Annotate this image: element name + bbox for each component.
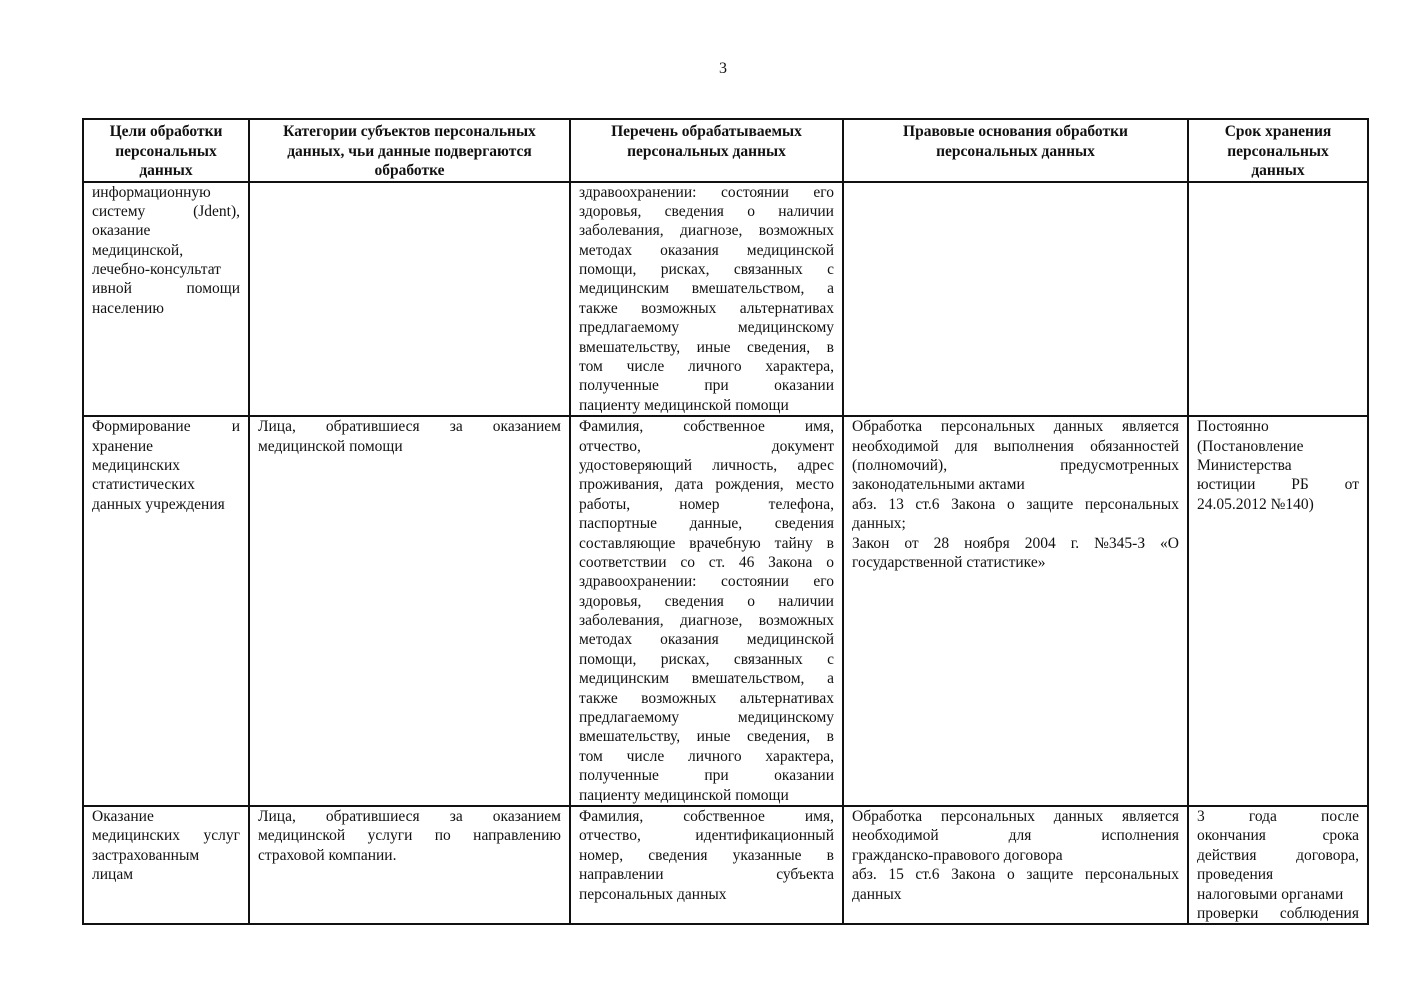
cell-legal-basis bbox=[843, 416, 1188, 806]
text-line: здоровья, сведения о наличии bbox=[579, 202, 834, 220]
text-line: информационную bbox=[92, 183, 211, 201]
text-line: соответствии со ст. 46 Закона о bbox=[579, 553, 834, 571]
cell-data-list bbox=[570, 806, 843, 924]
table-header-row bbox=[83, 119, 1368, 182]
text-line: данных, чьи данные подвергаются bbox=[287, 142, 532, 160]
text-line: ивной помощи bbox=[92, 280, 240, 298]
text-line: Фамилия, собственное имя, bbox=[579, 808, 834, 825]
text-line: данных bbox=[1251, 162, 1305, 179]
text-line: (Постановление bbox=[1197, 437, 1304, 455]
text-line: отчество, документ bbox=[579, 437, 834, 455]
cell-legal-basis bbox=[843, 182, 1188, 417]
text-line: персональных bbox=[1227, 142, 1329, 160]
header-data-list bbox=[570, 119, 843, 182]
text-line: статистических bbox=[92, 476, 195, 494]
text-line: Формирование и bbox=[92, 418, 240, 436]
text-line: действия договора, bbox=[1197, 846, 1359, 864]
cell-purpose bbox=[83, 416, 249, 806]
text-line: лицам bbox=[92, 866, 134, 884]
cell-purpose bbox=[83, 182, 249, 417]
cell-data-list bbox=[570, 416, 843, 806]
text-line: 3 года после bbox=[1197, 808, 1359, 825]
text-line: налоговыми органами bbox=[1197, 885, 1344, 903]
cell-subjects bbox=[249, 806, 570, 924]
text-line: персональных данных bbox=[936, 142, 1095, 160]
text-line: предлагаемому медицинскому bbox=[579, 319, 834, 337]
text-line: 24.05.2012 №140) bbox=[1197, 495, 1314, 513]
text-line: данных учреждения bbox=[92, 495, 225, 513]
text-line: систему (Jdent), bbox=[92, 202, 240, 220]
table-row bbox=[83, 806, 1368, 924]
header-purpose bbox=[83, 119, 249, 182]
text-line: работы, номер телефона, bbox=[579, 495, 834, 513]
text-line: государственной статистике» bbox=[852, 553, 1046, 571]
text-line: медицинских bbox=[92, 456, 181, 474]
text-line: лечебно-консультат bbox=[92, 261, 221, 279]
personal-data-table bbox=[82, 118, 1369, 925]
text-line: здравоохранении: состоянии его bbox=[579, 183, 834, 201]
text-line: Перечень обрабатываемых bbox=[611, 123, 802, 140]
cell-subjects bbox=[249, 182, 570, 417]
page-number: 3 bbox=[719, 60, 727, 77]
text-line: медицинской помощи bbox=[258, 437, 403, 455]
text-line: застрахованным bbox=[92, 846, 200, 864]
text-line: удостоверяющий личность, адрес bbox=[579, 456, 834, 474]
table-row bbox=[83, 182, 1368, 417]
text-line: оказание bbox=[92, 222, 151, 240]
text-line: данных bbox=[139, 162, 193, 179]
text-line: помощи, рисках, связанных с bbox=[579, 650, 834, 668]
text-line: юстиции РБ от bbox=[1197, 476, 1359, 494]
header-legal-basis bbox=[843, 119, 1188, 182]
text-line: методах оказания медицинской bbox=[579, 631, 834, 649]
text-line: Закон от 28 ноября 2004 г. №345-З «О bbox=[852, 534, 1179, 552]
text-line: гражданско-правового договора bbox=[852, 846, 1063, 864]
cell-subjects bbox=[249, 416, 570, 806]
text-line: абз. 15 ст.6 Закона о защите персональных bbox=[852, 866, 1179, 884]
text-line: персональных данных bbox=[579, 885, 727, 903]
text-line: проведения bbox=[1197, 866, 1274, 884]
text-line: обработке bbox=[374, 162, 445, 179]
cell-retention bbox=[1188, 806, 1368, 924]
text-line: вмешательству, иные сведения, в bbox=[579, 728, 834, 746]
header-retention bbox=[1188, 119, 1368, 182]
text-line: том числе личного характера, bbox=[579, 747, 834, 765]
text-line: необходимой для выполнения обязанностей bbox=[852, 437, 1179, 455]
text-line: персональных данных bbox=[627, 142, 786, 160]
text-line: номер, сведения указанные в bbox=[579, 846, 834, 864]
text-line: Обработка персональных данных является bbox=[852, 418, 1179, 436]
text-line: проверки соблюдения bbox=[1197, 904, 1359, 922]
text-line: Фамилия, собственное имя, bbox=[579, 418, 834, 436]
text-line: Министерства bbox=[1197, 456, 1292, 474]
text-line: также возможных альтернативах bbox=[579, 689, 834, 707]
text-line: здоровья, сведения о наличии bbox=[579, 592, 834, 610]
text-line: данных bbox=[852, 885, 902, 903]
text-line: Лица, обратившиеся за оказанием bbox=[258, 808, 561, 825]
text-line: страховой компании. bbox=[258, 846, 397, 864]
text-line: Оказание bbox=[92, 808, 154, 825]
text-line: Лица, обратившиеся за оказанием bbox=[258, 418, 561, 436]
text-line: паспортные данные, сведения bbox=[579, 515, 834, 533]
text-line: предлагаемому медицинскому bbox=[579, 709, 834, 727]
text-line: составляющие врачебную тайну в bbox=[579, 534, 834, 552]
text-line: пациенту медицинской помощи bbox=[579, 396, 789, 414]
text-line: Постоянно bbox=[1197, 418, 1269, 436]
text-line: медицинским вмешательством, а bbox=[579, 280, 834, 298]
cell-purpose bbox=[83, 806, 249, 924]
text-line: Обработка персональных данных является bbox=[852, 808, 1179, 825]
text-line: пациенту медицинской помощи bbox=[579, 786, 789, 804]
text-line: необходимой для исполнения bbox=[852, 827, 1179, 845]
header-subjects bbox=[249, 119, 570, 182]
text-line: Цели обработки bbox=[109, 123, 223, 140]
text-line: хранение bbox=[92, 437, 154, 455]
text-line: медицинских услуг bbox=[92, 827, 240, 845]
text-line: заболевания, диагнозе, возможных bbox=[579, 612, 834, 630]
text-line: полученные при оказании bbox=[579, 377, 834, 395]
text-line: проживания, дата рождения, место bbox=[579, 476, 834, 494]
text-line: окончания срока bbox=[1197, 827, 1359, 845]
text-line: данных; bbox=[852, 515, 906, 533]
text-line: Категории субъектов персональных bbox=[283, 123, 536, 140]
text-line: законодательными актами bbox=[852, 476, 1025, 494]
text-line: медицинским вмешательством, а bbox=[579, 670, 834, 688]
text-line: вмешательству, иные сведения, в bbox=[579, 338, 834, 356]
text-line: медицинской услуги по направлению bbox=[258, 827, 561, 845]
text-line: Правовые основания обработки bbox=[903, 123, 1128, 140]
text-line: персональных bbox=[115, 142, 217, 160]
cell-legal-basis bbox=[843, 806, 1188, 924]
text-line: методах оказания медицинской bbox=[579, 241, 834, 259]
table-row bbox=[83, 416, 1368, 806]
text-line: населению bbox=[92, 299, 164, 317]
text-line: полученные при оказании bbox=[579, 767, 834, 785]
text-line: отчество, идентификационный bbox=[579, 827, 834, 845]
text-line: также возможных альтернативах bbox=[579, 299, 834, 317]
text-line: заболевания, диагнозе, возможных bbox=[579, 222, 834, 240]
text-line: (полномочий), предусмотренных bbox=[852, 456, 1179, 474]
cell-data-list bbox=[570, 182, 843, 417]
text-line: Срок хранения bbox=[1224, 123, 1332, 140]
text-line: абз. 13 ст.6 Закона о защите персональных bbox=[852, 495, 1179, 513]
text-line: направлении субъекта bbox=[579, 866, 834, 884]
text-line: здравоохранении: состоянии его bbox=[579, 573, 834, 591]
cell-retention bbox=[1188, 416, 1368, 806]
text-line: том числе личного характера, bbox=[579, 358, 834, 376]
text-line: помощи, рисках, связанных с bbox=[579, 261, 834, 279]
cell-retention bbox=[1188, 182, 1368, 417]
text-line: медицинской, bbox=[92, 241, 184, 259]
